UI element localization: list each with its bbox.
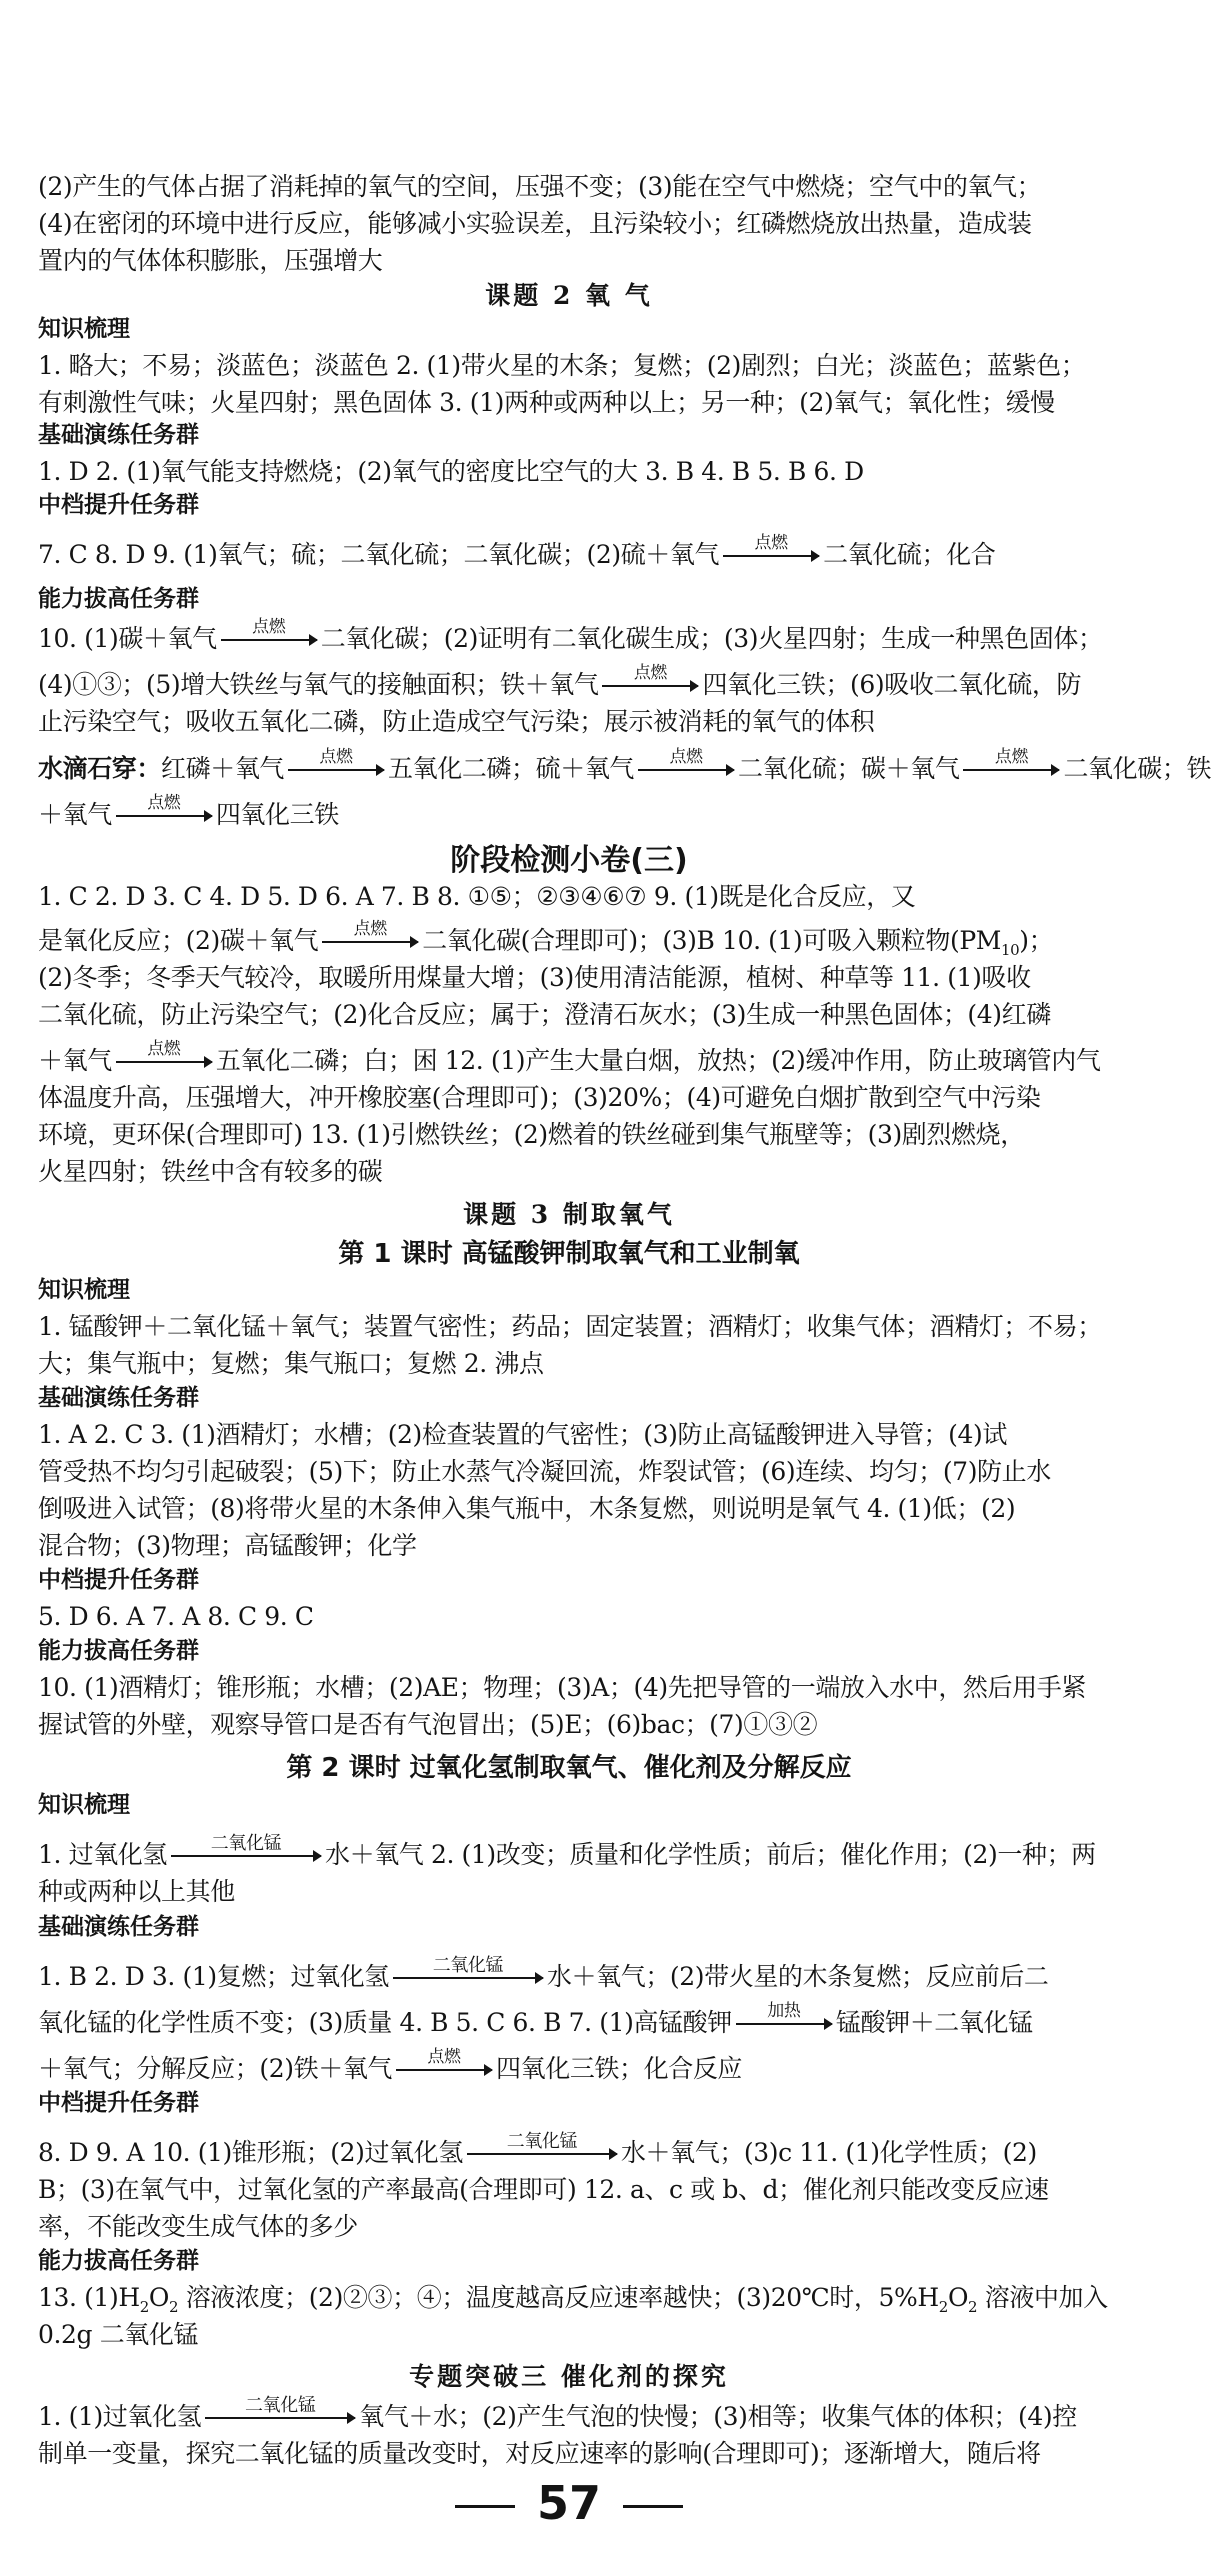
reaction-arrow: 二氧化锰 — [467, 2139, 617, 2155]
answer-line: 1. (1)过氧化氢 二氧化锰 氧气＋水；(2)产生气泡的快慢；(3)相等；收集气体的体积；(4)控 — [38, 2395, 1077, 2431]
answer-line: 火星四射；铁丝中含有较多的碳 — [38, 1157, 383, 1186]
intro-line: (4)在密闭的环境中进行反应，能够减小实验误差，且污染较小；红磷燃烧放出热量，造成装 — [38, 209, 1032, 238]
reaction-arrow: 点燃 — [723, 541, 819, 557]
reaction-arrow: 点燃 — [116, 801, 212, 817]
reaction-arrow: 点燃 — [396, 2055, 492, 2071]
answer-line: 1. 锰酸钾＋二氧化锰＋氧气；装置气密性；药品；固定装置；酒精灯；收集气体；酒精灯；不易； — [38, 1312, 1102, 1341]
subheading: 知识梳理 — [38, 316, 130, 342]
answer-line: 混合物；(3)物理；高锰酸钾；化学 — [38, 1531, 417, 1560]
answer-line: 是氧化反应；(2)碳＋氧气 点燃 二氧化碳(合理即可)；(3)B 10. (1)可吸入颗粒物$(PM_{10})$； — [38, 919, 1054, 959]
reaction-arrow: 二氧化锰 — [171, 1841, 321, 1857]
answer-line: 13. $(1)H_2O_2$ 溶液浓度；(2)②③；④；温度越高反应速率越快；(3)20℃时，$5\%H_2O_2$ 溶液中加入 — [38, 2283, 1108, 2316]
section-title: 课题 3 制取氧气 — [463, 1200, 675, 1229]
section-title: 课题 2 氧 气 — [485, 281, 653, 310]
answer-line: (4)①③；(5)增大铁丝与氧气的接触面积；铁＋氧气 点燃 四氧化三铁；(6)吸收二氧化硫，防 — [38, 663, 1082, 699]
page-number: 57 — [0, 2476, 1138, 2530]
subheading: 基础演练任务群 — [38, 422, 199, 448]
subheading: 基础演练任务群 — [38, 1914, 199, 1940]
subheading: 中档提升任务群 — [38, 1567, 199, 1593]
reaction-arrow: 二氧化锰 — [205, 2403, 355, 2419]
answer-line: 二氧化硫，防止污染空气；(2)化合反应；属于；澄清石灰水；(3)生成一种黑色固体；(4)红磷 — [38, 1000, 1051, 1029]
answer-line: (2)冬季；冬季天气较冷，取暖所用煤量大增；(3)使用清洁能源，植树、种草等 11. (1)吸收 — [38, 963, 1031, 992]
reaction-arrow: 点燃 — [322, 927, 418, 943]
reaction-arrow: 二氧化锰 — [393, 1963, 543, 1979]
reaction-arrow: 点燃 — [116, 1047, 212, 1063]
intro-line: (2)产生的气体占据了消耗掉的氧气的空间，压强不变；(3)能在空气中燃烧；空气中的氧气； — [38, 172, 1042, 201]
answer-line: 握试管的外壁，观察导管口是否有气泡冒出；(5)E；(6)bac；(7)①③② — [38, 1710, 818, 1739]
reaction-arrow: 点燃 — [963, 755, 1059, 771]
answer-line: 5. D 6. A 7. A 8. C 9. C — [38, 1602, 314, 1631]
answer-line: ＋氧气；分解反应；(2)铁＋氧气 点燃 四氧化三铁；化合反应 — [38, 2047, 743, 2083]
lesson-title: 第 1 课时 高锰酸钾制取氧气和工业制氧 — [338, 1239, 800, 1269]
answer-line: 1. B 2. D 3. (1)复燃；过氧化氢 二氧化锰 水＋氧气；(2)带火星的木条复燃；反应前后二 — [38, 1955, 1049, 1991]
answer-line: 1. A 2. C 3. (1)酒精灯；水槽；(2)检查装置的气密性；(3)防止高锰酸钾进入导管；(4)试 — [38, 1420, 1007, 1449]
answer-line: 率，不能改变生成气体的多少 — [38, 2212, 358, 2241]
answer-line: 1. 过氧化氢 二氧化锰 水＋氧气 2. (1)改变；质量和化学性质；前后；催化作用；(2)一种；两 — [38, 1833, 1096, 1869]
answer-line: 倒吸进入试管；(8)将带火星的木条伸入集气瓶中，木条复燃，则说明是氧气 4. (1)低；(2) — [38, 1494, 1016, 1523]
reaction-arrow: 点燃 — [288, 755, 384, 771]
answer-line: ＋氧气 点燃 四氧化三铁 — [38, 793, 339, 829]
answer-line: 1. 略大；不易；淡蓝色；淡蓝色 2. (1)带火星的木条；复燃；(2)剧烈；白光；淡蓝色；蓝紫色； — [38, 351, 1086, 380]
answer-line: 10. (1)碳＋氧气 点燃 二氧化碳；(2)证明有二氧化碳生成；(3)火星四射；生成一种黑色固体； — [38, 617, 1103, 653]
answer-line: 1. C 2. D 3. C 4. D 5. D 6. A 7. B 8. ①⑤；②③④⑥⑦ 9. (1)既是化合反应，又 — [38, 882, 916, 911]
answer-line: B；(3)在氧气中，过氧化氢的产率最高(合理即可) 12. a、c 或 b、d；催化剂只能改变反应速 — [38, 2175, 1049, 2204]
answer-line: 氧化锰的化学性质不变；(3)质量 4. B 5. C 6. B 7. (1)高锰酸钾 加热 锰酸钾＋二氧化锰 — [38, 2001, 1033, 2037]
answer-line: ＋氧气 点燃 五氧化二磷；白；困 12. (1)产生大量白烟，放热；(2)缓冲作用，防止玻璃管内气 — [38, 1039, 1101, 1075]
subheading: 知识梳理 — [38, 1277, 130, 1303]
intro-line: 置内的气体体积膨胀，压强增大 — [38, 246, 383, 275]
subheading: 中档提升任务群 — [38, 492, 199, 518]
section-title: 阶段检测小卷(三) — [450, 843, 688, 878]
answer-line: 8. D 9. A 10. (1)锥形瓶；(2)过氧化氢 二氧化锰 水＋氧气；(3)c 11. (1)化学性质；(2) — [38, 2131, 1037, 2167]
answer-line: 7. C 8. D 9. (1)氧气；硫；二氧化硫；二氧化碳；(2)硫＋氧气 点燃 二氧化硫；化合 — [38, 533, 996, 569]
answer-line: 水滴石穿：红磷＋氧气 点燃 五氧化二磷；硫＋氧气 点燃 二氧化硫；碳＋氧气 点燃 二氧化碳；铁 — [38, 747, 1211, 783]
answer-line: 止污染空气；吸收五氧化二磷，防止造成空气污染；展示被消耗的氧气的体积 — [38, 707, 875, 736]
reaction-arrow: 点燃 — [638, 755, 734, 771]
answer-line: 有刺激性气味；火星四射；黑色固体 3. (1)两种或两种以上；另一种；(2)氧气；氧化性；缓慢 — [38, 388, 1055, 417]
subheading: 基础演练任务群 — [38, 1385, 199, 1411]
reaction-arrow: 点燃 — [221, 625, 317, 641]
answer-line: 10. (1)酒精灯；锥形瓶；水槽；(2)AE；物理；(3)A；(4)先把导管的一端放入水中，然后用手紧 — [38, 1673, 1086, 1702]
answer-line: 环境，更环保(合理即可) 13. (1)引燃铁丝；(2)燃着的铁丝碰到集气瓶壁等；(3)剧烈燃烧， — [38, 1120, 1025, 1149]
answer-line: 1. D 2. (1)氧气能支持燃烧；(2)氧气的密度比空气的大 3. B 4. B 5. B 6. D — [38, 457, 864, 486]
answer-line: 体温度升高，压强增大，冲开橡胶塞(合理即可)；(3)20%；(4)可避免白烟扩散到空气中污染 — [38, 1083, 1041, 1112]
answer-line: 制单一变量，探究二氧化锰的质量改变时，对反应速率的影响(合理即可)；逐渐增大，随后将 — [38, 2439, 1041, 2468]
answer-line: 大；集气瓶中；复燃；集气瓶口；复燃 2. 沸点 — [38, 1349, 544, 1378]
subheading: 中档提升任务群 — [38, 2090, 199, 2116]
subheading: 能力拔高任务群 — [38, 2248, 199, 2274]
subheading: 能力拔高任务群 — [38, 1638, 199, 1664]
reaction-arrow: 加热 — [736, 2009, 832, 2025]
answer-line: 种或两种以上其他 — [38, 1877, 235, 1906]
lesson-title: 第 2 课时 过氧化氢制取氧气、催化剂及分解反应 — [286, 1753, 852, 1783]
reaction-arrow: 点燃 — [602, 671, 698, 687]
subheading: 知识梳理 — [38, 1792, 130, 1818]
answer-line: 0.2g 二氧化锰 — [38, 2320, 199, 2349]
subheading: 能力拔高任务群 — [38, 586, 199, 612]
section-title: 专题突破三 催化剂的探究 — [409, 2362, 729, 2391]
answer-line: 管受热不均匀引起破裂；(5)下；防止水蒸气冷凝回流，炸裂试管；(6)连续、均匀；(7)防止水 — [38, 1457, 1051, 1486]
